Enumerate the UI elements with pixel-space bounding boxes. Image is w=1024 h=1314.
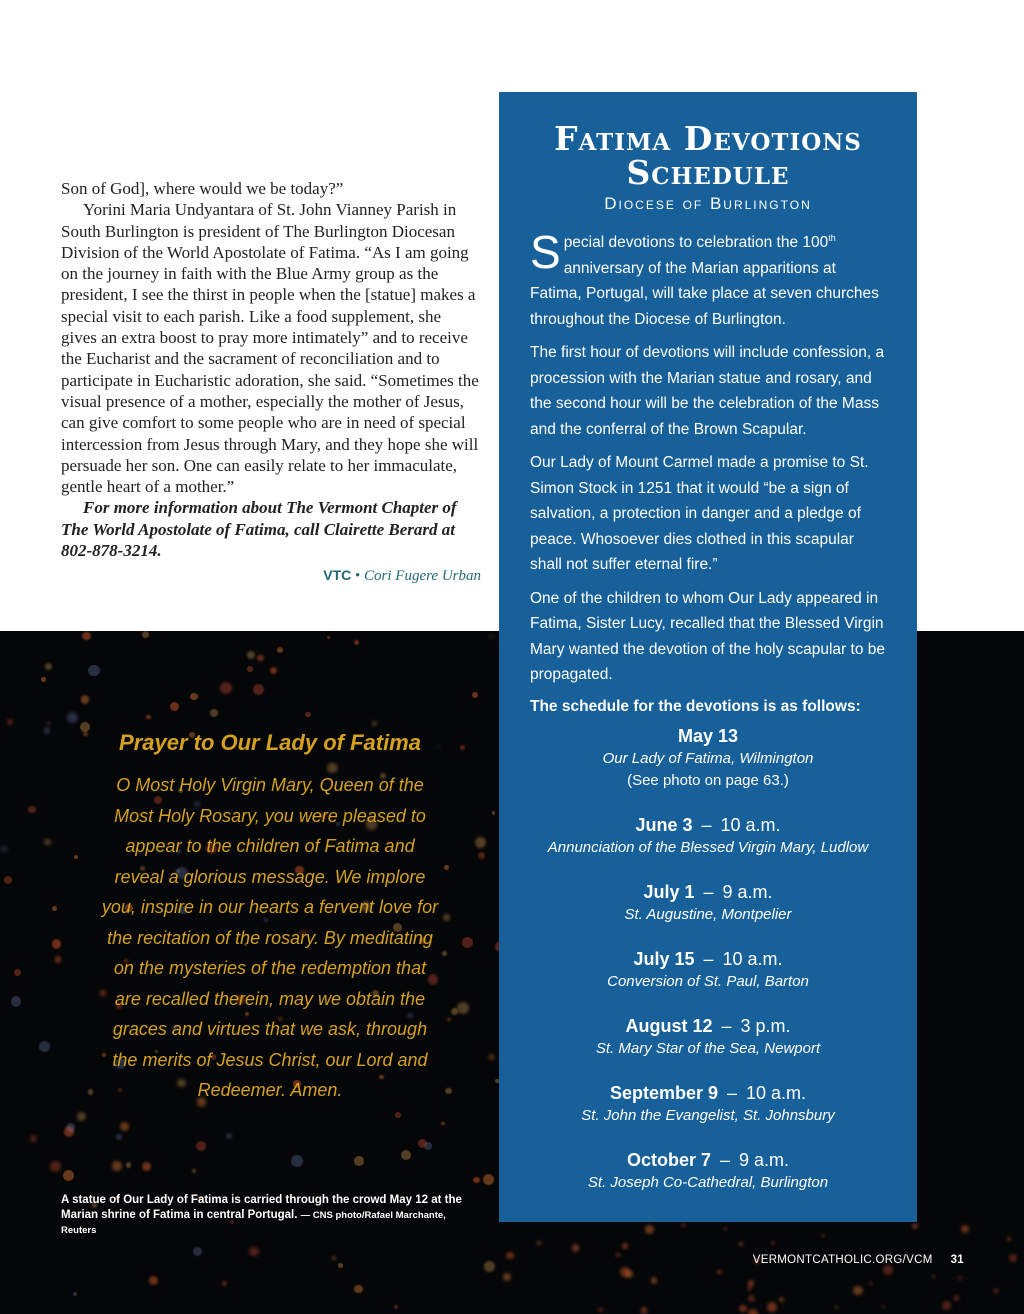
prayer-text: O Most Holy Virgin Mary, Queen of the Most Holy Rosary, you were pleased to appear to the children of Fatima and reveal a glorious message. We implore you, inspire in our hearts a fervent love for the recitation of the rosary. By meditating on the mysteries of the redemption that are recalled therein, may we obtain the graces and virtues that we ask, through the merits of Jesus Christ, our Lord and Redeemer. Amen.: [101, 775, 439, 1100]
prayer-title: Prayer to Our Lady of Fatima: [119, 730, 421, 755]
footer-site: VERMONTCATHOLIC.ORG/VCM: [752, 1254, 933, 1266]
p1-text-a: pecial devotions to celebration the 100: [563, 234, 829, 251]
bokeh-light: [572, 1244, 580, 1252]
bokeh-light: [445, 1088, 451, 1094]
bokeh-light: [641, 1307, 647, 1313]
bokeh-light: [253, 684, 264, 695]
bokeh-light: [247, 651, 255, 659]
event-date: July 15: [633, 948, 695, 969]
bokeh-light: [63, 1170, 74, 1181]
bokeh-light: [81, 695, 89, 703]
credit-org: VTC: [323, 567, 352, 584]
bokeh-light: [958, 1276, 962, 1280]
bokeh-light: [779, 1297, 784, 1302]
bokeh-light: [869, 1282, 872, 1285]
event-dash: –: [703, 881, 714, 902]
bokeh-light: [681, 1223, 686, 1228]
credit-author: Cori Fugere Urban: [364, 568, 481, 585]
caption-text: A statue of Our Lady of Fatima is carried through the crowd May 12 at the Marian shrine of Fatima in central Portugal.: [61, 1194, 462, 1221]
event-location: Annunciation of the Blessed Virgin Mary, Ludlow: [547, 838, 869, 856]
schedule-paragraph-2: The first hour of devotions will include confession, a procession with the Marian statue and rosary, and the second hour will be the celebration of the Mass and the conferral of the Brown Scapular.: [530, 344, 885, 438]
article-contact-info: For more information about The Vermont Chapter of The World Apostolate of Fatima, call Clairette Berard at 802-878-3214.: [61, 498, 457, 561]
bokeh-light: [88, 665, 99, 676]
bokeh-light: [47, 722, 50, 725]
bokeh-light: [882, 1305, 885, 1308]
bokeh-light: [651, 1277, 658, 1284]
bokeh-light: [441, 1122, 444, 1125]
article-paragraph: Yorini Maria Undyantara of St. John Vianney Parish in South Burlington is president of The Burlington Diocesan Division of the World Apostolate of Fatima. “As I am going on the journey in faith with the Blue Army group as the president, I see the thirst in people when the [statue] makes a special visit to each parish. Like a food supplement, she gives an extra boost to pray more intimately” and to receive the Eucharist and the sacrament of reconciliation and to participate in Eucharistic adoration, she said. “Sometimes the visual presence of a mother, especially the mother of Jesus, can give comfort to some people who are in need of special intercession from Jesus through Mary, and they hope she will persuade her son. One can easily relate to her immaculate, gentle heart of a mother.”: [61, 200, 479, 497]
bokeh-light: [170, 702, 179, 711]
event-date-line: [530, 1148, 886, 1172]
event-location: St. John the Evangelist, St. Johnsbury: [581, 1106, 835, 1124]
event-location: St. Augustine, Montpelier: [624, 905, 792, 923]
bokeh-light: [490, 635, 494, 639]
event-location: St. Mary Star of the Sea, Newport: [595, 1039, 821, 1057]
schedule-paragraph-1: [530, 226, 886, 332]
bokeh-light: [451, 1008, 459, 1016]
event-date-line: [530, 813, 886, 837]
bokeh-light: [457, 1002, 469, 1014]
bokeh-light: [739, 1242, 744, 1247]
event-date: May 13: [677, 725, 739, 746]
bokeh-light: [354, 1156, 364, 1166]
event-dash: –: [703, 948, 714, 969]
bokeh-light: [14, 969, 21, 976]
bokeh-light: [835, 1306, 839, 1310]
bokeh-light: [126, 1162, 131, 1167]
schedule-intro: The schedule for the devotions is as follows:: [530, 697, 861, 715]
schedule-event: [530, 1081, 886, 1127]
bokeh-light: [30, 1135, 37, 1142]
photo-caption: [61, 1193, 481, 1238]
bokeh-light: [401, 1150, 411, 1160]
bokeh-light: [1, 846, 7, 852]
bokeh-light: [994, 1289, 998, 1293]
bokeh-light: [537, 1241, 541, 1245]
bokeh-light: [270, 667, 277, 674]
schedule-event: [530, 880, 886, 926]
event-dash: –: [721, 1015, 732, 1036]
bokeh-light: [74, 855, 78, 859]
bokeh-light: [354, 1285, 362, 1293]
bokeh-light: [447, 1018, 451, 1022]
caption-credit: — CNS photo/Rafael Marchante, Reuters: [61, 1210, 446, 1236]
bokeh-light: [327, 636, 330, 639]
event-time: 9 a.m.: [739, 1149, 790, 1170]
schedule-paragraph-4: One of the children to whom Our Lady appeared in Fatima, Sister Lucy, recalled that the Blessed Virgin Mary wanted the devotion of the holy scapular to be propagated.: [530, 589, 885, 683]
bokeh-light: [67, 1123, 75, 1131]
bokeh-light: [717, 1270, 722, 1275]
bokeh-light: [247, 666, 253, 672]
bokeh-light: [291, 1155, 303, 1167]
event-time: 10 a.m.: [746, 1082, 807, 1103]
bokeh-light: [45, 663, 52, 670]
bokeh-light: [44, 727, 50, 733]
bokeh-light: [88, 1089, 94, 1095]
bokeh-light: [748, 1295, 755, 1302]
bokeh-light: [475, 837, 486, 848]
event-dash: –: [727, 1082, 738, 1103]
bokeh-light: [1007, 1237, 1011, 1241]
bokeh-light: [506, 1252, 514, 1260]
event-date: September 9: [609, 1082, 718, 1103]
bokeh-light: [77, 1112, 86, 1121]
bokeh-light: [83, 732, 88, 737]
drop-cap: S: [530, 226, 561, 278]
page-number: 31: [950, 1254, 964, 1266]
bokeh-light: [249, 1247, 258, 1256]
bokeh-light: [473, 1177, 480, 1184]
event-date: August 12: [625, 1015, 713, 1036]
event-dash: –: [701, 814, 712, 835]
bokeh-light: [622, 1243, 628, 1249]
bokeh-light: [196, 1141, 206, 1151]
bokeh-light: [120, 1122, 129, 1131]
schedule-subtitle: Diocese of Burlington: [604, 194, 812, 213]
bokeh-light: [41, 677, 46, 682]
event-note: (See photo on page 63.): [627, 771, 789, 789]
bokeh-light: [222, 1281, 227, 1286]
bokeh-light: [210, 709, 218, 717]
bokeh-light: [932, 1275, 935, 1278]
bokeh-light: [80, 722, 90, 732]
bokeh-light: [277, 647, 283, 653]
bokeh-light: [257, 655, 264, 662]
bokeh-light: [492, 811, 496, 815]
bokeh-light: [478, 852, 485, 859]
event-date: June 3: [635, 814, 693, 835]
schedule-event: [530, 724, 886, 792]
bokeh-light: [460, 745, 465, 750]
bokeh-light: [598, 1308, 603, 1313]
event-date-line: [530, 947, 886, 971]
bokeh-light: [912, 1223, 918, 1229]
event-location: Conversion of St. Paul, Barton: [607, 972, 809, 990]
bokeh-light: [853, 1286, 862, 1295]
bokeh-light: [11, 996, 21, 1006]
bokeh-light: [394, 1305, 398, 1309]
bokeh-light: [73, 1292, 77, 1296]
event-date: July 1: [643, 881, 695, 902]
bokeh-light: [190, 693, 198, 701]
bokeh-light: [484, 1261, 495, 1272]
bokeh-light: [220, 682, 232, 694]
bokeh-light: [7, 719, 13, 725]
bokeh-light: [462, 937, 473, 948]
bokeh-light: [771, 1241, 775, 1245]
bokeh-light: [472, 692, 478, 698]
bokeh-light: [354, 640, 359, 645]
bokeh-light: [52, 939, 62, 949]
bokeh-light: [332, 1256, 336, 1260]
bokeh-light: [822, 1234, 825, 1237]
bokeh-light: [193, 1247, 202, 1256]
bokeh-light: [44, 839, 51, 846]
schedule-box: [499, 92, 917, 1222]
bokeh-light: [1009, 1254, 1017, 1262]
bokeh-light: [645, 1225, 653, 1233]
event-time: 3 p.m.: [740, 1015, 791, 1036]
article-column: [61, 178, 481, 588]
bokeh-light: [444, 865, 449, 870]
bokeh-light: [883, 1265, 893, 1275]
prayer-block: [100, 730, 440, 1106]
bokeh-light: [338, 1263, 343, 1268]
schedule-event: [530, 1148, 886, 1194]
bokeh-light: [142, 631, 149, 638]
schedule-event: [530, 1014, 886, 1060]
schedule-event: [530, 813, 886, 859]
bokeh-light: [149, 1276, 157, 1284]
page-footer: [700, 1254, 964, 1266]
bokeh-light: [112, 1161, 121, 1170]
bokeh-light: [82, 632, 91, 641]
bokeh-light: [226, 1133, 232, 1139]
schedule-paragraph-3: Our Lady of Mount Carmel made a promise to St. Simon Stock in 1251 that it would “be a sign of salvation, a protection in danger and a pledge of peace. Whosoever dies clothed in this scapular shall not suffer eternal fire.”: [530, 454, 869, 573]
bokeh-light: [616, 1253, 620, 1257]
bokeh-light: [739, 1305, 747, 1313]
bokeh-light: [142, 1162, 151, 1171]
bokeh-light: [961, 1225, 969, 1233]
bokeh-light: [724, 1227, 728, 1231]
event-time: 10 a.m.: [722, 948, 783, 969]
bokeh-light: [55, 956, 62, 963]
bokeh-light: [418, 1139, 427, 1148]
p1-superscript: th: [828, 232, 836, 243]
event-date-line: [530, 1014, 886, 1038]
bokeh-light: [748, 1280, 755, 1287]
credit-separator: •: [355, 568, 361, 585]
bokeh-light: [4, 876, 12, 884]
event-list: [530, 724, 886, 1194]
bokeh-light: [503, 1273, 511, 1281]
event-time: 9 a.m.: [722, 881, 773, 902]
bokeh-light: [372, 721, 377, 726]
bokeh-light: [767, 1302, 777, 1312]
bokeh-light: [39, 1041, 50, 1052]
schedule-title: Fatima Devotions Schedule: [554, 119, 862, 192]
event-date: October 7: [626, 1149, 711, 1170]
bokeh-light: [192, 1169, 197, 1174]
bokeh-light: [28, 806, 35, 813]
bokeh-light: [954, 1295, 960, 1301]
bokeh-light: [748, 1309, 757, 1314]
bokeh-light: [52, 906, 57, 911]
bokeh-light: [67, 712, 78, 723]
bokeh-light: [305, 712, 310, 717]
bokeh-light: [620, 1267, 630, 1277]
bokeh-light: [942, 1301, 951, 1310]
bokeh-light: [50, 1161, 61, 1172]
event-time: 10 a.m.: [720, 814, 781, 835]
event-date-line: [530, 724, 886, 748]
event-dash: –: [719, 1149, 730, 1170]
event-location: Our Lady of Fatima, Wilmington: [602, 749, 814, 767]
bokeh-light: [146, 715, 150, 719]
event-date-line: [530, 1081, 886, 1105]
bokeh-light: [442, 951, 447, 956]
article-line-1: Son of God], where would we be today?”: [61, 179, 344, 198]
schedule-event: [530, 947, 886, 993]
p1-text-b: anniversary of the Marian apparitions at Fatima, Portugal, will take place at seven churches throughout the Diocese of Burlington.: [530, 259, 879, 328]
article-credit: [61, 565, 481, 587]
bokeh-light: [443, 914, 450, 921]
bokeh-light: [747, 1286, 752, 1291]
event-date-line: [530, 880, 886, 904]
bokeh-light: [395, 1112, 400, 1117]
bokeh-light: [483, 1174, 494, 1185]
bokeh-light: [489, 1054, 494, 1059]
event-location: St. Joseph Co-Cathedral, Burlington: [587, 1173, 829, 1191]
bokeh-light: [116, 1134, 122, 1140]
